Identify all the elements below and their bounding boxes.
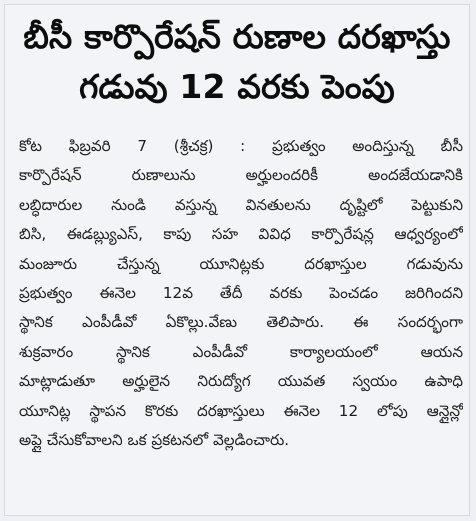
article-body <box>19 132 463 455</box>
article-line: మాట్లాడుతూ అర్హులైన నిరుద్యోగ యువత స్వయం ఉపాధి <box>19 372 463 391</box>
article-line: స్థానిక ఎంపీడీవో ఏకొల్లు.వేణు తెలిపారు. ఈ సందర్భంగా <box>19 313 463 332</box>
article-line: బిసి, ఈడబ్ల్యుఎస్, కాపు సహ వివిధ కార్పొరేషన్ల ఆధ్వర్యంలో <box>19 225 463 244</box>
headline-line-2: గడువు 12 వరకు పెంపు <box>79 67 395 106</box>
headline-line-1: బీసీ కార్పొరేషన్ రుణాల దరఖాస్తు <box>23 17 451 56</box>
article-line: కార్పొరేషన్ రుణాలును అర్హులందరికీ అందజేయడానికి <box>19 166 463 185</box>
article-line: ప్రభుత్వం ఈనెల 12వ తేదీ వరకు పెంచడం జరిగిందని <box>19 283 463 302</box>
article-line: అప్లై చేసుకోవాలని ఒక ప్రకటనలో వెల్లడించారు. <box>19 430 290 449</box>
news-clipping <box>4 4 470 516</box>
article-line: యూనిట్ల స్థాపన కొరకు దరఖాస్తులు ఈనెల 12 లోపు ఆన్లైన్లో <box>19 401 463 420</box>
article-line: కోట ఫిబ్రవరి 7 (శ్రీచక్ర) : ప్రభుత్వం అందిస్తున్న బీసీ <box>19 137 463 155</box>
article-line: శుక్రవారం స్థానిక ఎంపీడీవో కార్యాలయంలో ఆయన <box>19 342 463 361</box>
article-line: మంజూరు చేస్తున్న యూనిట్లకు దరఖాస్తుల గడువును <box>19 254 463 273</box>
article-line: లబ్ధిదారుల నుండి వస్తున్న వినతులను దృష్టిలో పెట్టుకుని <box>19 195 463 214</box>
